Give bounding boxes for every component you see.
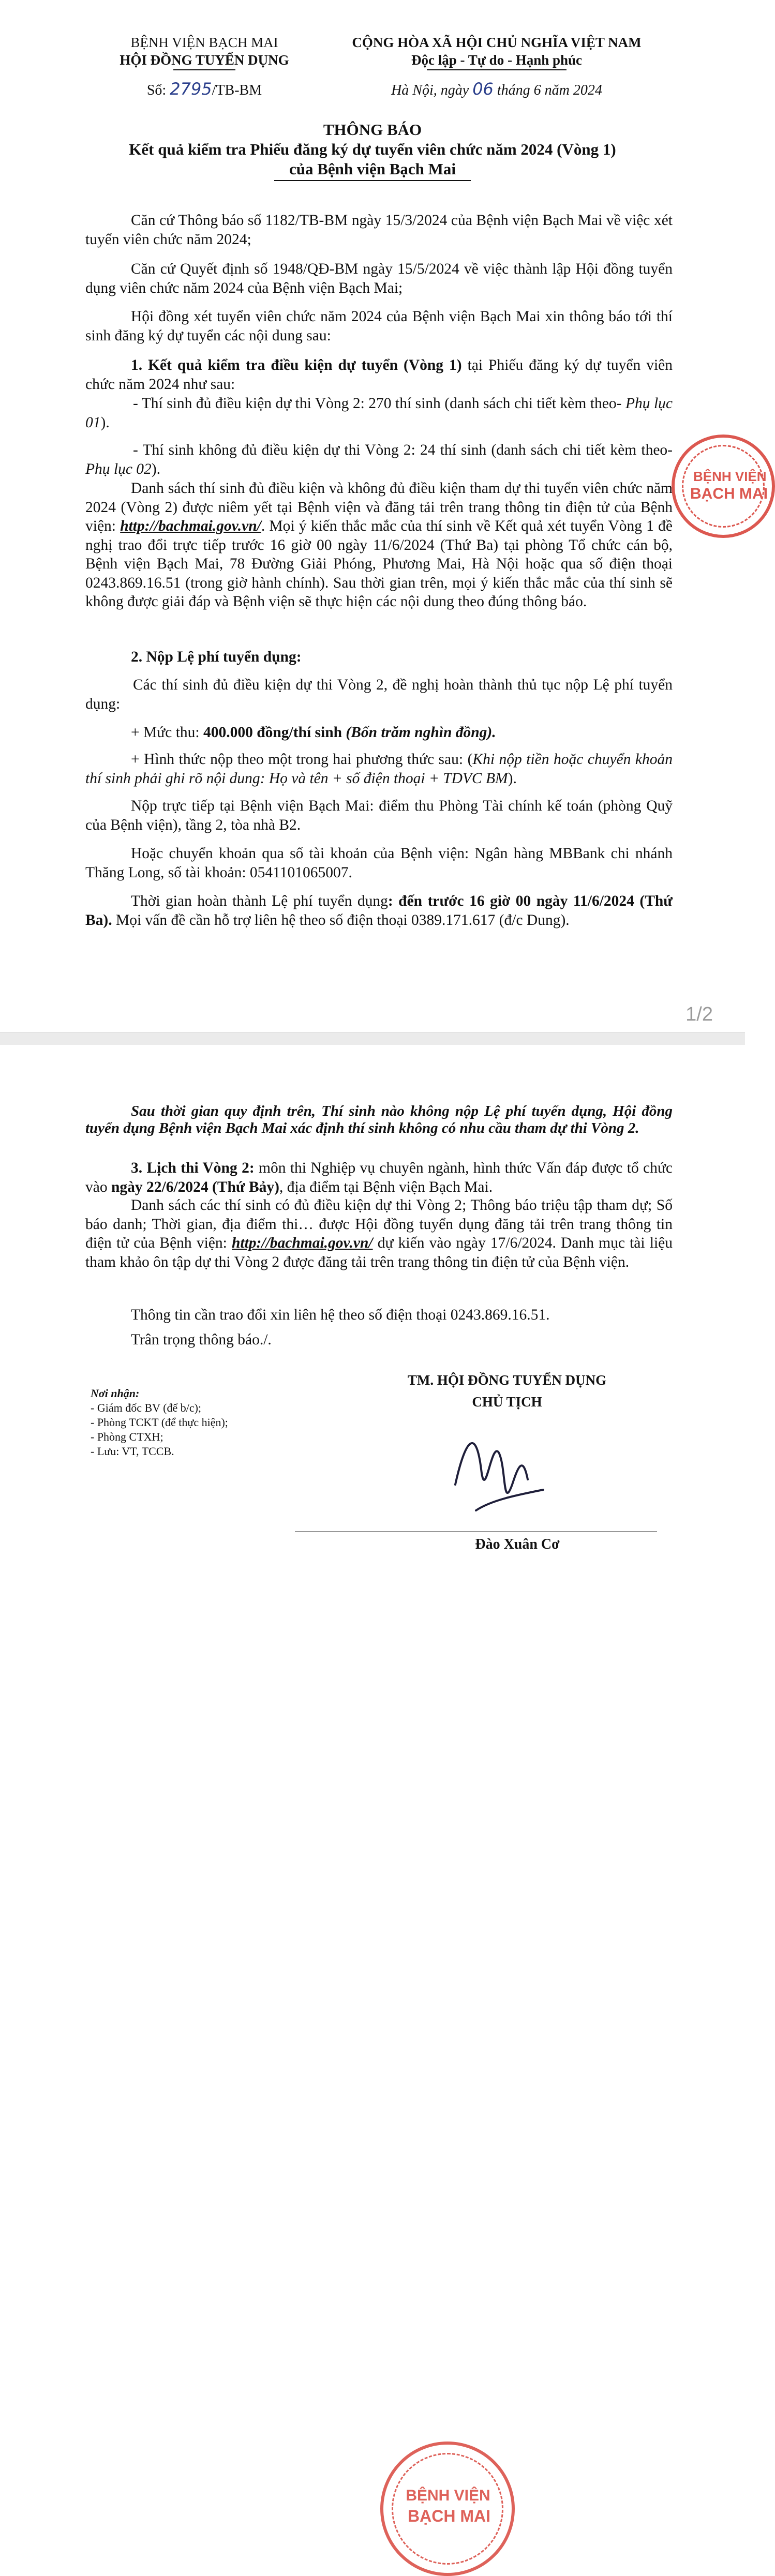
posting-text-b: . Mọi ý kiến thắc mắc của thí sinh về Kết quả xét tuyển Vòng 1 đề nghị trao đổi trực tiếp trước 16 giờ 00 ngày 11/6/2024 (Thứ Ba) tại phòng Tổ chức cán bộ, Bệnh viện Bạch Mai, 78 Đường Giải Phóng, Phương Mai, Hà Nội hoặc qua số điện thoại 0243.869.16.51 (trong giờ hành chính). Sau thời gian trên, mọi ý kiến thắc mắc của thí sinh sẽ không được giải đáp và Bệnh viện sẽ thực hiện các nội dung theo đúng thông báo. bbox=[85, 518, 673, 610]
signature-line bbox=[295, 1531, 657, 1532]
org-underline bbox=[173, 69, 235, 70]
payment-note: Khi nộp tiền hoặc chuyển khoản thí sinh phải ghi rõ nội dung: Họ và tên + số điện thoại + TDVC BM bbox=[85, 751, 673, 787]
nation-motto: Độc lập - Tự do - Hạnh phúc bbox=[411, 52, 583, 68]
organization-block bbox=[106, 33, 303, 100]
paragraph-deadline bbox=[85, 892, 673, 930]
deadline-date: : đến trước 16 giờ 00 ngày 11/6/2024 (Thứ Ba). bbox=[85, 893, 673, 928]
page-indicator: 1/2 bbox=[685, 1004, 713, 1025]
paragraph-bank-transfer: Hoặc chuyển khoản qua số tài khoản của Bệnh viện: Ngân hàng MBBank chi nhánh Thăng Long, số tài khoản: 0541101065007. bbox=[85, 845, 673, 881]
exam-date: ngày 22/6/2024 (Thứ Bảy) bbox=[111, 1178, 280, 1195]
recipients-title: Nơi nhận: bbox=[91, 1387, 140, 1400]
paragraph-fee-intro: Các thí sinh đủ điều kiện dự thi Vòng 2, đề nghị hoàn thành thủ tục nộp Lệ phí tuyển dụng: bbox=[85, 677, 673, 712]
fee-amount bbox=[85, 723, 673, 742]
document-date bbox=[331, 80, 662, 100]
paragraph-direct-payment: Nộp trực tiếp tại Bệnh viện Bạch Mai: điểm thu Phòng Tài chính kế toán (phòng Quỹ của Bệnh viện), tầng 2, tòa nhà B2. bbox=[85, 798, 673, 833]
recipient-item: - Phòng TCKT (để thực hiện); bbox=[91, 1416, 228, 1429]
bullet-ineligible-text: - Thí sinh không đủ điều kiện dự thi Vòng 2: 24 thí sinh (danh sách chi tiết kèm theo- bbox=[133, 442, 673, 458]
deadline-text-a: Thời gian hoàn thành Lệ phí tuyển dụng bbox=[131, 893, 388, 909]
fee-value: 400.000 đồng/thí sinh bbox=[203, 724, 342, 741]
paragraph-basis-2: Căn cứ Quyết định số 1948/QĐ-BM ngày 15/5/2024 về việc thành lập Hội đồng tuyển dụng viên chức năm 2024 của Bệnh viện Bạch Mai; bbox=[85, 261, 673, 296]
document-subtitle-1: Kết quả kiểm tra Phiếu đăng ký dự tuyển viên chức năm 2024 (Vòng 1) bbox=[129, 140, 616, 158]
number-prefix: Số: bbox=[146, 82, 167, 98]
bullet-eligible bbox=[85, 394, 673, 432]
paragraph-basis-1: Căn cứ Thông báo số 1182/TB-BM ngày 15/3/2024 của Bệnh viện Bạch Mai về việc xét tuyển viên chức năm 2024; bbox=[85, 212, 673, 248]
paragraph-intro: Hội đồng xét tuyển viên chức năm 2024 của Bệnh viện Bạch Mai xin thông báo tới thí sinh đăng ký dự tuyển các nội dung sau: bbox=[85, 308, 673, 344]
document-number bbox=[106, 80, 303, 100]
stamp-line-1: BỆNH VIỆN bbox=[406, 2487, 490, 2504]
motto-underline bbox=[427, 69, 567, 70]
fee-in-words: (Bốn trăm nghìn đồng). bbox=[342, 724, 496, 741]
exam-info-text-b: dự kiến vào ngày 17/6/2024. Danh mục tài liệu tham khảo ôn tập dự thi Vòng 2 được đăng tải trên trang thông tin điện tử của Bệnh viện. bbox=[85, 1235, 673, 1270]
document-page-2 bbox=[0, 1045, 745, 2525]
deadline-text-b: Mọi vấn đề cần hỗ trợ liên hệ theo số điện thoại 0389.171.617 (đ/c Dung). bbox=[112, 911, 570, 928]
bullet-ineligible bbox=[85, 441, 673, 478]
stamp-line-2: BẠCH MAI bbox=[408, 2507, 490, 2525]
no-fee-notice-text: Sau thời gian quy định trên, Thí sinh nào không nộp Lệ phí tuyển dụng, Hội đồng tuyển dụng Bệnh viện Bạch Mai xác định thí sinh không có nhu cầu tham dự thi Vòng 2. bbox=[85, 1103, 673, 1136]
document-title: THÔNG BÁO bbox=[323, 121, 422, 139]
payment-method-end: ). bbox=[508, 770, 517, 787]
paragraph-closing: Trân trọng thông báo./. bbox=[131, 1331, 272, 1348]
date-prefix: Hà Nội, ngày bbox=[391, 82, 469, 98]
document-subtitle-2: của Bệnh viện Bạch Mai bbox=[289, 160, 456, 178]
recipient-item: - Lưu: VT, TCCB. bbox=[91, 1445, 174, 1458]
paragraph-no-fee-notice bbox=[85, 1103, 673, 1137]
handwritten-signature bbox=[445, 1407, 548, 1541]
appendix-02: Phụ lục 02 bbox=[85, 460, 152, 477]
title-block bbox=[78, 120, 667, 181]
recipient-item: - Phòng CTXH; bbox=[91, 1430, 163, 1443]
handwritten-day: 06 bbox=[472, 79, 494, 99]
website-link[interactable]: http://bachmai.gov.vn/ bbox=[120, 518, 261, 534]
section-1-text: tại Phiếu đăng ký dự tuyển viên chức năm 2024 như sau: bbox=[85, 357, 673, 393]
section-3-text-a: môn thi Nghiệp vụ chuyên ngành, hình thức Vấn đáp được tổ chức vào bbox=[85, 1160, 673, 1195]
paragraph-exam-info bbox=[85, 1196, 673, 1271]
number-suffix: /TB-BM bbox=[212, 82, 262, 98]
org-name: BỆNH VIỆN BẠCH MAI bbox=[130, 35, 278, 50]
section-3-title: 3. Lịch thi Vòng 2: bbox=[131, 1160, 255, 1176]
hospital-stamp-partial bbox=[672, 435, 775, 538]
exam-info-text-a: Danh sách các thí sinh có đủ điều kiện dự thi Vòng 2; Thông báo triệu tập tham dự; Số báo danh; Thời gian, địa điểm thi… được Hội đồng tuyển dụng đăng tải trên trang thông tin điện tử của Bệnh viện: bbox=[85, 1197, 673, 1251]
nation-title: CỘNG HÒA XÃ HỘI CHỦ NGHĨA VIỆT NAM bbox=[352, 35, 642, 50]
bullet-ineligible-end: ). bbox=[151, 460, 161, 477]
section-1-title: 1. Kết quả kiểm tra điều kiện dự tuyển (Vòng 1) bbox=[131, 357, 462, 373]
signer-name: Đào Xuân Cơ bbox=[475, 1536, 560, 1552]
title-underline bbox=[274, 180, 471, 181]
website-link-2[interactable]: http://bachmai.gov.vn/ bbox=[232, 1235, 373, 1251]
section-1-heading bbox=[85, 356, 673, 394]
recipients-block bbox=[91, 1386, 308, 1459]
posting-text-a: Danh sách thí sinh đủ điều kiện và không đủ điều kiện tham dự thi tuyển viên chức năm 2024 (Vòng 2) được niêm yết tại Bệnh viện và đăng tải trên trang thông tin điện tử của Bệnh viện: bbox=[85, 480, 673, 534]
bullet-eligible-end: ). bbox=[100, 414, 110, 431]
signature-title: TM. HỘI ĐỒNG TUYỂN DỤNG bbox=[407, 1372, 607, 1388]
date-suffix: tháng 6 năm 2024 bbox=[497, 82, 602, 98]
section-2-heading: 2. Nộp Lệ phí tuyển dụng: bbox=[131, 649, 302, 665]
stamp-line-1: BỆNH VIỆN bbox=[693, 469, 767, 484]
hospital-official-stamp bbox=[380, 2442, 515, 2576]
document-page-1 bbox=[0, 0, 768, 1032]
org-department: HỘI ĐỒNG TUYỂN DỤNG bbox=[120, 52, 289, 68]
bullet-eligible-text: - Thí sinh đủ điều kiện dự thi Vòng 2: 270 thí sinh (danh sách chi tiết kèm theo- bbox=[133, 395, 625, 412]
payment-method-text: + Hình thức nộp theo một trong hai phương thức sau: ( bbox=[131, 751, 473, 768]
national-block bbox=[331, 33, 662, 100]
appendix-01: Phụ lục 01 bbox=[85, 395, 673, 431]
stamp-line-2: BẠCH MAI bbox=[690, 485, 768, 502]
recipient-item: - Giám đốc BV (để b/c); bbox=[91, 1401, 202, 1414]
section-3-text-b: , địa điểm tại Bệnh viện Bạch Mai. bbox=[279, 1178, 493, 1195]
fee-prefix: + Mức thu: bbox=[131, 724, 203, 741]
paragraph-list-posting bbox=[85, 479, 673, 611]
handwritten-number: 2795 bbox=[170, 79, 212, 99]
section-3-heading bbox=[85, 1159, 673, 1196]
signature-block bbox=[362, 1371, 652, 1411]
payment-method bbox=[85, 750, 673, 788]
paragraph-contact: Thông tin cần trao đổi xin liên hệ theo số điện thoại 0243.869.16.51. bbox=[131, 1307, 550, 1323]
signature-role: CHỦ TỊCH bbox=[472, 1394, 542, 1410]
page-separator bbox=[0, 1032, 745, 1046]
